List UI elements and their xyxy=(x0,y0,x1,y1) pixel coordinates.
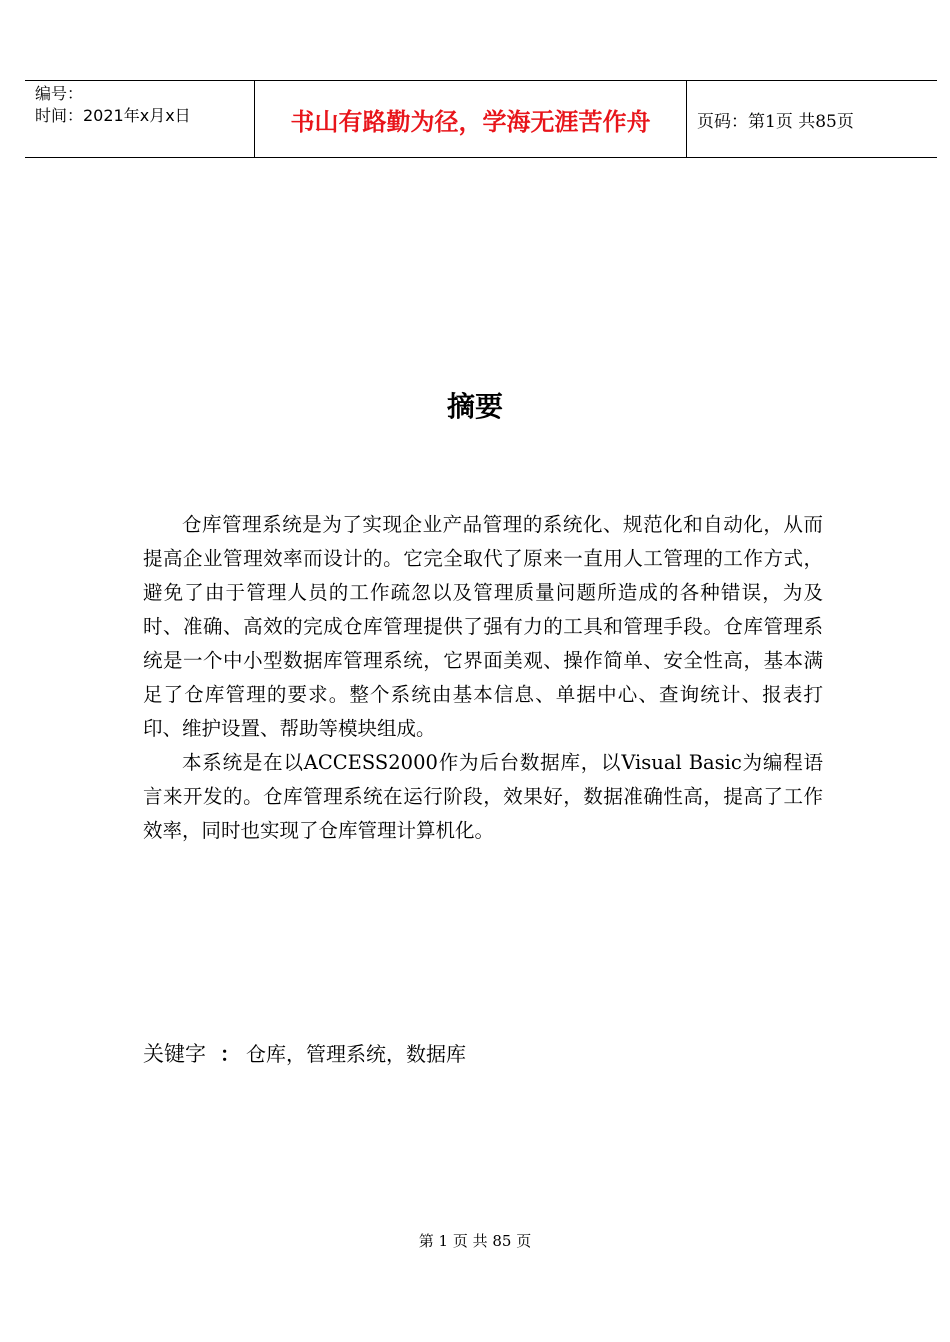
abstract-paragraph-2: 本系统是在以ACCESS2000作为后台数据库，以Visual Basic为编程语言来开发的。仓库管理系统在运行阶段，效果好，数据准确性高，提高了工作效率，同时也实现了仓库管理计算机化。 xyxy=(143,751,823,842)
page-footer: 第 1 页 共 85 页 xyxy=(418,1232,532,1250)
keywords-line xyxy=(143,1038,466,1068)
time-label: 时间：2021年x月x日 xyxy=(35,106,191,125)
keywords-label: 关键字 xyxy=(143,1042,206,1066)
abstract-title: 摘要 xyxy=(446,390,503,423)
header-meta xyxy=(25,81,255,157)
keywords-colon: ： xyxy=(220,1042,240,1066)
header-page-info: 页码：第1页 共85页 xyxy=(697,111,854,132)
abstract-body xyxy=(143,508,823,848)
number-label: 编号： xyxy=(35,84,84,103)
keywords-value: 仓库，管理系统，数据库 xyxy=(246,1042,466,1066)
abstract-paragraph-1: 仓库管理系统是为了实现企业产品管理的系统化、规范化和自动化，从而提高企业管理效率而设计的。它完全取代了原来一直用人工管理的工作方式，避免了由于管理人员的工作疏忽以及管理质量问题所造成的各种错误，为及时、准确、高效的完成仓库管理提供了强有力的工具和管理手段。仓库管理系统是一个中小型数据库管理系统，它界面美观、操作简单、安全性高，基本满足了仓库管理的要求。整个系统由基本信息、单据中心、查询统计、报表打印、维护设置、帮助等模块组成。 xyxy=(143,513,823,740)
header-motto: 书山有路勤为径，学海无涯苦作舟 xyxy=(255,81,687,157)
page-header xyxy=(25,80,937,158)
